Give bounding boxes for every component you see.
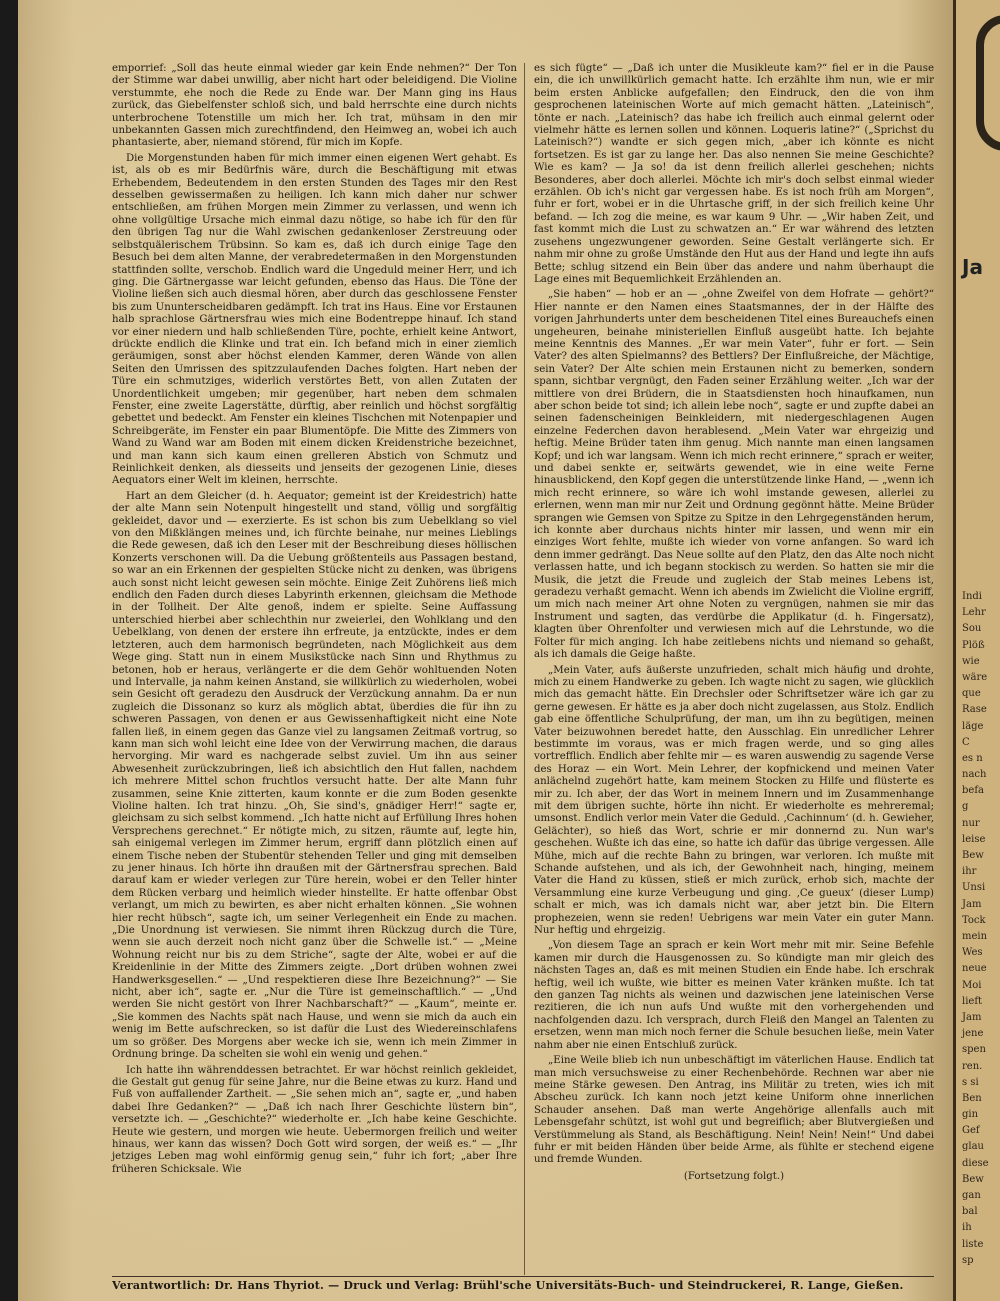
adjacent-page-header-fragment: Ja — [962, 255, 983, 279]
adjacent-page-line-fragment: ih — [962, 1222, 972, 1234]
adjacent-page-line-fragment: glau — [962, 1141, 985, 1153]
adjacent-page-line-fragment: Jam — [962, 898, 982, 910]
adjacent-page-line-fragment: jene — [962, 1028, 984, 1040]
adjacent-page-line-fragment: wie — [962, 655, 980, 667]
paragraph: emporrief: „Soll das heute einmal wieder gar kein Ende nehmen?“ Der Ton der Stimme war dabei unwillig, aber nicht hart oder beleidigend. Die Violine verstummte, ehe noch die Rede zu Ende war. Der Mann ging ins Haus zurück, das Giebelfenster schloß sich, und bald herrschte eine durch nichts unterbrochene Totenstille um mich her. Ich trat, mühsam in den mir unbekannten Gassen mich zurechtfindend, den Heimweg an, wobei ich auch phantasierte, aber, niemand störend, für mich im Kopfe. — [112, 63, 517, 149]
adjacent-page-masthead-letter — [976, 15, 1000, 151]
adjacent-page-line-fragment: Ben — [962, 1092, 982, 1104]
adjacent-page-line-fragment: Jam — [962, 1011, 982, 1023]
adjacent-page-line-fragment: Rase — [962, 704, 987, 716]
adjacent-page-line-fragment: Plöß — [962, 639, 985, 651]
left-text-column — [112, 63, 517, 1179]
adjacent-page-line-fragment: spen — [962, 1044, 986, 1056]
adjacent-page-line-fragment: Sou — [962, 623, 982, 635]
paragraph: „Von diesem Tage an sprach er kein Wort mehr mit mir. Seine Befehle kamen mir durch die Hausgenossen zu. So kündigte man mir gleich des nächsten Tages an, daß es mit meinen Studien ein Ende habe. Ich erschrak heftig, weil ich wußte, wie bitter es meinen Vater kränken mußte. Ich tat den ganzen Tag nichts als weinen und dazwischen jene lateinischen Verse rezitieren, die ich nun aufs Und wußte mit den vorhergehenden und nachfolgenden dazu. Ich versprach, durch Fleiß den Mangel an Talenten zu ersetzen, wenn man mich noch ferner die Schule besuchen ließe, mein Vater nahm aber nie einen Entschluß zurück. — [534, 940, 934, 1051]
footer-rule — [112, 1276, 934, 1277]
paragraph: „Sie haben“ — hob er an — „ohne Zweifel von dem Hofrate — gehört?“ Hier nannte er den Namen eines Staatsmannes, der in der Hälfte des vorigen Jahrhunderts unter dem bescheidenen Titel eines Bureauchefs einen ungeheuren, beinahe ministeriellen Einfluß ausgeübt hatte. Ich bejahte meine Kenntnis des Mannes. „Er war mein Vater“, fuhr er fort. — Sein Vater? des alten Spielmanns? des Bettlers? Der Einflußreiche, der Mächtige, sein Vater? Der Alte schien mein Erstaunen nicht zu bemerken, sondern spann, sichtbar vergnügt, den Faden seiner Erzählung weiter. „Ich war der mittlere von drei Brüdern, die in Staatsdiensten hoch hinaufkamen, nun aber schon beide tot sind; ich allein lebe noch“, sagte er und zupfte dabei an seinen fadenscheinigen Beinkleidern, mit niedergeschlagenen Augen einzelne Federchen davon herablesend. „Mein Vater war ehrgeizig und heftig. Meine Brüder taten ihm genug. Mich nannte man einen langsamen Kopf; und ich war langsam. Wenn ich mich recht erinnere,“ sprach er weiter, und dabei senkte er, seitwärts gewendet, wie in eine weite Ferne hinausblickend, den Kopf gegen die unterstützende linke Hand, — „wenn ich mich recht erinnere, so wäre ich wohl imstande gewesen, allerlei zu erlernen, wenn man mir nur Zeit und Ordnung gegönnt hätte. Meine Brüder sprangen wie Gemsen von Spitze zu Spitze in den Lehrgegenständen herum, ich konnte aber durchaus nichts hinter mir lassen, und wenn mir ein einziges Wort fehlte, mußte ich wieder von vorne anfangen. So ward ich denn immer gedrängt. Das Neue sollte auf den Platz, den das Alte noch nicht verlassen hatte, und ich begann stockisch zu werden. So hatten sie mir die Musik, die jetzt die Freude und zugleich der Stab meines Lebens ist, geradezu verhaßt gemacht. Wenn ich abends im Zwielicht die Violine ergriff, um mich nach meiner Art ohne Noten zu vergnügen, nahmen sie mir das Instrument und sagten, das verdürbe die Applikatur (d. h. Fingersatz), klagten über Ohrenfolter und verwiesen mich auf die Lehrstunde, wo die Folter für mich anging. Ich habe zeitlebens nichts und niemand so gehaßt, als ich damals die Geige haßte. — [534, 289, 934, 661]
adjacent-page-line-fragment: gan — [962, 1190, 981, 1202]
adjacent-page-line-fragment: neue — [962, 963, 987, 975]
adjacent-page-line-fragment: sp — [962, 1254, 974, 1266]
adjacent-page-line-fragment: befa — [962, 785, 984, 797]
paragraph: Die Morgenstunden haben für mich immer einen eigenen Wert gehabt. Es ist, als ob es mir Bedürfnis wäre, durch die Beschäftigung mit etwas Erhebendem, Bedeutendem in den ersten Stunden des Tages mir den Rest desselben gewissermaßen zu heiligen. Ich kann mich daher nur schwer entschließen, am frühen Morgen mein Zimmer zu verlassen, und wenn ich ohne vollgültige Ursache mich einmal dazu nötige, so habe ich für den für den übrigen Tag nur die Wahl zwischen gedankenloser Zerstreuung oder selbstquälerischem Trübsinn. So kam es, daß ich durch einige Tage den Besuch bei dem alten Manne, der verabredetermaßen in den Morgenstunden stattfinden sollte, verschob. Endlich ward die Ungeduld meiner Herr, und ich ging. Die Gärtnergasse war leicht gefunden, ebenso das Haus. Die Töne der Violine ließen sich auch diesmal hören, aber durch das geschlossene Fenster bis zum Ununterscheidbaren gedämpft. Ich trat ins Haus. Eine vor Erstaunen halb sprachlose Gärtnersfrau wies mich eine Bodentreppe hinauf. Ich stand vor einer niedern und halb schließenden Türe, pochte, erhielt keine Antwort, drückte endlich die Klinke und trat ein. Ich befand mich in einer ziemlich geräumigen, sonst aber höchst elenden Kammer, deren Wände von allen Seiten den Umrissen des spitzzulaufenden Daches folgten. Hart neben der Türe ein schmutziges, widerlich verstörtes Bett, von allen Zutaten der Unordentlichkeit umgeben; mir gegenüber, hart neben dem schmalen Fenster, eine zweite Lagerstätte, dürftig, aber reinlich und höchst sorgfältig gebettet und bedeckt. Am Fenster ein kleines Tischchen mit Notenpapier und Schreibgeräte, im Fenster ein paar Blumentöpfe. Die Mitte des Zimmers von Wand zu Wand war am Boden mit einem dicken Kreidenstriche bezeichnet, und man kann sich kaum einen grelleren Abstich von Schmutz und Reinlichkeit denken, als diesseits und jenseits der gezogenen Linie, dieses Aequators einer Welt im kleinen, herrschte. — [112, 152, 517, 487]
imprint-footer: Verantwortlich: Dr. Hans Thyriot. — Druck und Verlag: Brühl'sche Universitäts-Buch- und Steindruckerei, R. Lange, Gießen. — [112, 1279, 904, 1292]
paragraph: Hart an dem Gleicher (d. h. Aequator; gemeint ist der Kreidestrich) hatte der alte Mann sein Notenpult hingestellt und stand, völlig und sorgfältig gekleidet, davor und — exerzierte. Es ist schon bis zum Uebelklang so viel von den Mißklängen meines und, ich fürchte beinahe, nur meines Lieblings die Rede gewesen, daß ich den Leser mit der Beschreibung dieses höllischen Konzerts verschonen will. Da die Uebung größtenteils aus Passagen bestand, so war an ein Erkennen der gespielten Stücke nicht zu denken, was übrigens auch sonst nicht leicht gewesen sein möchte. Einige Zeit Zuhörens ließ mich endlich den Faden durch dieses Labyrinth erkennen, gleichsam die Methode in der Tollheit. Der Alte genoß, indem er spielte. Seine Auffassung unterschied hierbei aber schlechthin nur zweierlei, den Wohlklang und den Uebelklang, von denen der erstere ihn erfreute, ja entzückte, indes er dem letzteren, auch dem harmonisch begründeten, nach Möglichkeit aus dem Wege ging. Statt nun in einem Musikstücke nach Sinn und Rhythmus zu betonen, hob er heraus, verlängerte er die dem Gehör wohltuenden Noten und Intervalle, ja nahm keinen Anstand, sie willkürlich zu wiederholen, wobei sein Gesicht oft geradezu den Ausdruck der Verzückung annahm. Da er nun zugleich die Dissonanz so kurz als möglich abtat, überdies die für ihn zu schweren Passagen, von denen er aus Gewissenhaftigkeit nicht eine Note fallen ließ, in einem gegen das Ganze viel zu langsamen Zeitmaß vortrug, so kann man sich wohl leicht eine Idee von der Verwirrung machen, die daraus hervorging. Mir ward es nachgerade selbst zuviel. Um ihn aus seiner Abwesenheit zurückzubringen, ließ ich absichtlich den Hut fallen, nachdem ich mehrere Mittel schon fruchtlos versucht hatte. Der alte Mann fuhr zusammen, seine Knie zitterten, kaum konnte er die zum Boden gesenkte Violine halten. Ich trat hinzu. „Oh, Sie sind's, gnädiger Herr!“ sagte er, gleichsam zu sich selbst kommend. „Ich hatte nicht auf Erfüllung Ihres hohen Versprechens gerechnet.“ Er nötigte mich, zu sitzen, räumte auf, legte hin, sah einigemal verlegen im Zimmer herum, ergriff dann plötzlich einen auf einem Tische neben der Stubentür stehenden Teller und ging mit demselben zu jener hinaus. Ich hörte ihn draußen mit der Gärtnersfrau sprechen. Bald darauf kam er wieder verlegen zur Türe herein, wobei er den Teller hinter dem Rücken verbarg und heimlich wieder hinstellte. Er hatte offenbar Obst verlangt, um mich zu bewirten, es aber nicht erhalten können. „Sie wohnen hier recht hübsch“, sagte ich, um seiner Verlegenheit ein Ende zu machen. „Die Unordnung ist verwiesen. Sie nimmt ihren Rückzug durch die Türe, wenn sie auch derzeit noch nicht ganz über die Schwelle ist.“ — „Meine Wohnung reicht nur bis zu dem Striche“, sagte der Alte, wobei er auf die Kreidenlinie in der Mitte des Zimmers zeigte. „Dort drüben wohnen zwei Handwerksgesellen.“ — „Und respektieren diese Ihre Bezeichnung?“ — Sie nicht, aber ich“, sagte er. „Nur die Türe ist gemeinschaftlich.“ — „Und werden Sie nicht gestört von Ihrer Nachbarschaft?“ — „Kaum“, meinte er. „Sie kommen des Nachts spät nach Hause, und wenn sie mich da auch ein wenig im Bette aufschrecken, so ist dafür die Lust des Wiedereinschlafens um so größer. Des Morgens aber wecke ich sie, wenn ich mein Zimmer in Ordnung bringe. Da schelten sie wohl ein wenig und gehen.“ — [112, 490, 517, 1061]
adjacent-page-line-fragment: Wes — [962, 947, 983, 959]
adjacent-page-line-fragment: que — [962, 688, 981, 700]
paragraph: Ich hatte ihn währenddessen betrachtet. Er war höchst reinlich gekleidet, die Gestalt gut genug für seine Jahre, nur die Beine etwas zu kurz. Hand und Fuß von auffallender Zartheit. — „Sie sehen mich an“, sagte er, „und haben dabei Ihre Gedanken?“ — „Daß ich nach Ihrer Geschichte lüstern bin“, versetzte ich. — „Geschichte?“ wiederholte er. „Ich habe keine Geschichte. Heute wie gestern, und morgen wie heute. Uebermorgen freilich und weiter hinaus, wer kann das wissen? Doch Gott wird sorgen, der weiß es.“ — „Ihr jetziges Leben mag wohl einförmig genug sein,“ fuhr ich fort; „aber Ihre früheren Schicksale. Wie — [112, 1064, 517, 1175]
paragraph: „Eine Weile blieb ich nun unbeschäftigt im väterlichen Hause. Endlich tat man mich versuchsweise zu einer Rechenbehörde. Rechnen war aber nie meine Stärke gewesen. Den Antrag, ins Militär zu treten, wies ich mit Abscheu zurück. Ich kann noch jetzt keine Uniform ohne innerlichen Schauder ansehen. Daß man werte Angehörige allenfalls auch mit Lebensgefahr schützt, ist wohl gut und begreiflich; aber Blutvergießen und Verstümmelung als Stand, als Beschäftigung. Nein! Nein! Nein!“ Und dabei fuhr er mit beiden Händen über beide Arme, als fühlte er stechend eigene und fremde Wunden. — [534, 1055, 934, 1166]
column-divider — [524, 63, 525, 1275]
continuation-note: (Fortsetzung folgt.) — [683, 1170, 785, 1182]
adjacent-page-line-fragment: diese — [962, 1157, 989, 1169]
adjacent-page-line-fragment: Tock — [962, 914, 986, 926]
adjacent-page-line-fragment: s si — [962, 1076, 979, 1088]
adjacent-page-edge — [953, 0, 1000, 1301]
adjacent-page-line-fragment: liste — [962, 1238, 984, 1250]
adjacent-page-line-fragment: Lehr — [962, 607, 986, 619]
adjacent-page-line-fragment: wäre — [962, 671, 988, 683]
adjacent-page-line-fragment: Indi — [962, 591, 982, 602]
adjacent-page-line-fragment: g — [962, 801, 969, 813]
right-text-column — [534, 63, 934, 1186]
adjacent-page-line-fragment: Bew — [962, 850, 984, 862]
paragraph: es sich fügte“ — „Daß ich unter die Musikleute kam?“ fiel er in die Pause ein, die ich unwillkürlich gemacht hatte. Ich erzählte ihm nun, wie er mir beim ersten Anblicke aufgefallen; den Eindruck, den die von ihm gesprochenen lateinischen Worte auf mich gemacht hätten. „Lateinisch“, tönte er nach. „Lateinisch? das habe ich freilich auch einmal gelernt oder vielmehr hätte es lernen sollen und können. Loqueris latine?“ („Sprichst du Lateinisch?“) wandte er sich gegen mich, „aber ich könnte es nicht fortsetzen. Es ist gar zu lange her. Das also nennen Sie meine Geschichte? Wie es kam? — Ja so! da ist denn freilich allerlei geschehen; nichts Besonderes, aber doch allerlei. Möchte ich mir's doch selbst einmal wieder erzählen. Ob ich's nicht gar vergessen habe. Es ist noch früh am Morgen“, fuhr er fort, wobei er in die Uhrtasche griff, in der sich freilich keine Uhr befand. — Ich zog die meine, es war kaum 9 Uhr. — „Wir haben Zeit, und fast kommt mich die Lust zu schwatzen an.“ Er war während des letzten zusehens ungezwungener geworden. Seine Gestalt verlängerte sich. Er nahm mir ohne zu große Umstände den Hut aus der Hand und legte ihn aufs Bette; schlug sitzend ein Bein über das andere und nahm überhaupt die Lage eines mit Bequemlichkeit Erzählenden an. — [534, 63, 934, 285]
adjacent-page-line-fragment: nach — [962, 769, 987, 781]
adjacent-page-line-fragment: ihr — [962, 866, 977, 878]
adjacent-page-line-fragment: gin — [962, 1109, 979, 1121]
adjacent-page-line-fragment: mein — [962, 931, 988, 942]
adjacent-page-line-fragment: leise — [962, 833, 986, 845]
adjacent-page-line-fragment: bal — [962, 1206, 978, 1218]
adjacent-page-line-fragment: nur — [962, 817, 980, 829]
adjacent-page-line-fragment: läge — [962, 720, 984, 732]
adjacent-page-line-fragment: Gef — [962, 1125, 980, 1137]
adjacent-page-line-fragment: lieft — [962, 995, 983, 1007]
adjacent-page-line-fragment: Bew — [962, 1173, 984, 1185]
adjacent-page-line-fragment: es n — [962, 752, 983, 764]
adjacent-page-line-fragment: Moi — [962, 979, 982, 991]
adjacent-page-line-fragment: C — [962, 736, 970, 748]
adjacent-page-line-fragment: Unsi — [962, 882, 986, 894]
paragraph: „Mein Vater, aufs äußerste unzufrieden, schalt mich häufig und drohte, mich zu einem Handwerke zu geben. Ich wagte nicht zu sagen, wie glücklich mich das gemacht hätte. Ein Drechsler oder Schriftsetzer wäre ich gar zu gerne gewesen. Er hätte es ja aber doch nicht zugelassen, aus Stolz. Endlich gab eine öffentliche Schulprüfung, der man, um ihn zu begütigen, meinen Vater beizuwohnen beredet hatte, den Ausschlag. Ein unredlicher Lehrer bestimmte im voraus, was er mich fragen werde, und so ging alles vortrefflich. Endlich aber fehlte mir — es waren auswendig zu sagende Verse des Horaz — ein Wort. Mein Lehrer, der kopfnickend und meinen Vater anlächelnd zugehört hatte, kam meinem Stocken zu Hilfe und flüsterte es mir zu. Ich aber, der das Wort in meinem Innern und im Zusammenhange mit dem übrigen suchte, hörte ihn nicht. Er wiederholte es mehreremal; umsonst. Endlich verlor mein Vater die Geduld. ‚Cachinnum‘ (d. h. Gewieher, Gelächter), so hieß das Wort, schrie er mir donnernd zu. Nun war's geschehen. Wußte ich das eine, so hatte ich dafür das übrige vergessen. Alle Mühe, mich auf die rechte Bahn zu bringen, war verloren. Ich mußte mit Schande aufstehen, und als ich, der Gewohnheit nach, hinging, meinem Vater die Hand zu küssen, stieß er mich zurück, erhob sich, machte der Versammlung eine kurze Verbeugung und ging. ‚Ce gueux‘ (dieser Lump) schalt er mich, was ich damals nicht war, aber jetzt bin. Die Eltern prophezeien, wenn sie reden! Uebrigens war mein Vater ein guter Mann. Nur heftig und ehrgeizig. — [534, 664, 934, 937]
adjacent-page-line-fragment: ren. — [962, 1060, 983, 1072]
